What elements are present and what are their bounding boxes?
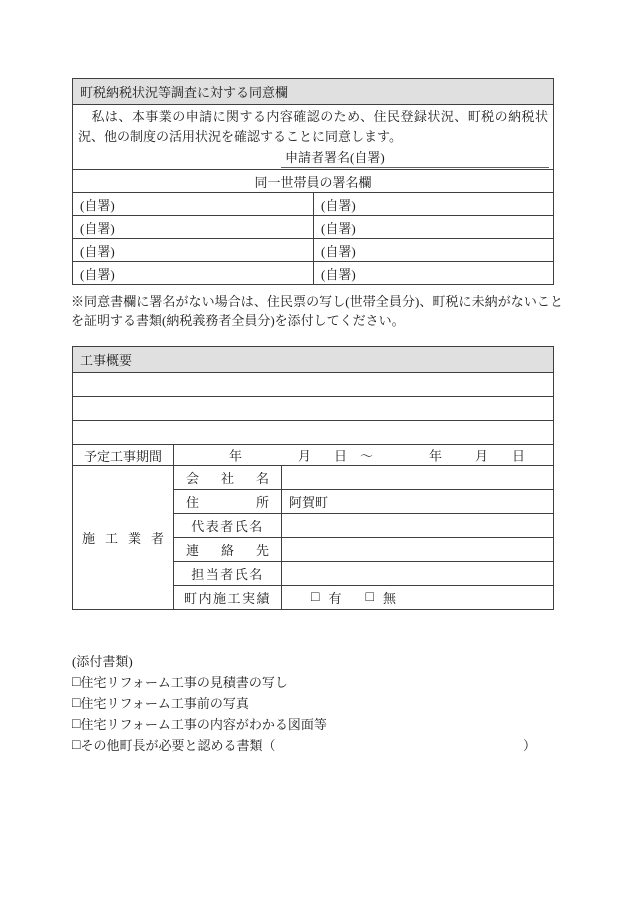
checkbox-experience-yes[interactable]: □ xyxy=(311,589,320,605)
construction-table xyxy=(72,346,554,610)
consent-section-header: 町税納税状況等調査に対する同意欄 xyxy=(73,79,554,105)
period-label: 予定工事期間 xyxy=(73,445,174,466)
company-name-label: 会 社 名 xyxy=(174,466,282,490)
experience-no-label: 無 xyxy=(382,591,396,606)
construction-description-row[interactable] xyxy=(73,397,554,421)
period-year-label: 年 xyxy=(229,448,243,464)
attachment-item xyxy=(72,714,553,735)
construction-description-row[interactable] xyxy=(73,421,554,445)
address-label: 住 所 xyxy=(174,490,282,514)
household-signature-cell[interactable]: (自署) xyxy=(73,262,314,285)
contact-label: 連 絡 先 xyxy=(174,538,282,562)
person-in-charge-value[interactable] xyxy=(282,562,554,586)
attachments-section xyxy=(72,651,553,756)
household-signature-cell[interactable]: (自署) xyxy=(314,216,554,239)
attachment-item-label: 住宅リフォーム工事前の写真 xyxy=(80,696,249,711)
checkbox-attachment-drawings[interactable]: □ xyxy=(72,716,81,732)
representative-name-label: 代表者氏名 xyxy=(174,514,282,538)
contact-value[interactable] xyxy=(282,538,554,562)
attachment-item-label: 住宅リフォーム工事の内容がわかる図面等 xyxy=(80,717,327,732)
checkbox-attachment-before-photo[interactable]: □ xyxy=(72,695,81,711)
period-day-label: 日 xyxy=(512,448,526,464)
local-experience-value xyxy=(282,586,554,610)
construction-description-row[interactable] xyxy=(73,373,554,397)
period-tilde: ～ xyxy=(360,448,374,464)
attachment-item-label: 住宅リフォーム工事の見積書の写し xyxy=(80,675,288,690)
construction-section-header: 工事概要 xyxy=(73,347,554,373)
contractor-group-label: 施 工 業 者 xyxy=(73,466,174,610)
household-signature-cell[interactable]: (自署) xyxy=(314,262,554,285)
checkbox-experience-no[interactable]: □ xyxy=(365,589,374,605)
applicant-signature-line[interactable] xyxy=(281,148,549,168)
period-month-label: 月 xyxy=(475,448,489,464)
consent-body-cell xyxy=(73,105,554,170)
household-signature-cell[interactable]: (自署) xyxy=(314,193,554,216)
attachments-title: (添付書類) xyxy=(72,654,133,669)
consent-statement: 私は、本事業の申請に関する内容確認のため、住民登録状況、町税の納税状況、他の制度の活用状況を確認することに同意します。 xyxy=(78,109,549,144)
period-year-label: 年 xyxy=(429,448,443,464)
company-name-value[interactable] xyxy=(282,466,554,490)
local-experience-label: 町内施工実績 xyxy=(174,586,282,610)
household-signature-cell[interactable]: (自署) xyxy=(73,193,314,216)
address-value[interactable]: 阿賀町 xyxy=(282,490,554,514)
applicant-signature-label: 申請者署名(自署) xyxy=(285,150,385,165)
attachment-item xyxy=(72,735,553,756)
attachment-other-close-paren: ） xyxy=(522,738,536,753)
period-month-label: 月 xyxy=(298,448,312,464)
checkbox-attachment-estimate-copy[interactable]: □ xyxy=(72,674,81,690)
attachment-item xyxy=(72,672,553,693)
household-signature-cell[interactable]: (自署) xyxy=(314,239,554,262)
representative-name-value[interactable] xyxy=(282,514,554,538)
household-signature-header: 同一世帯員の署名欄 xyxy=(73,170,554,193)
household-signature-cell[interactable]: (自署) xyxy=(73,239,314,262)
attachment-item xyxy=(72,693,553,714)
attachment-item-label: その他町長が必要と認める書類（ xyxy=(80,738,276,753)
period-day-label: 日 xyxy=(334,448,348,464)
checkbox-attachment-other[interactable]: □ xyxy=(72,737,81,753)
experience-yes-label: 有 xyxy=(328,591,342,606)
period-value-cell[interactable] xyxy=(174,445,554,466)
household-signature-cell[interactable]: (自署) xyxy=(73,216,314,239)
person-in-charge-label: 担当者氏名 xyxy=(174,562,282,586)
no-signature-note: ※同意書欄に署名がない場合は、住民票の写し(世帯全員分)、町税に未納がないことを証明する書類(納税義務者全員分)を添付してください。 xyxy=(71,294,563,328)
consent-table xyxy=(72,78,554,285)
